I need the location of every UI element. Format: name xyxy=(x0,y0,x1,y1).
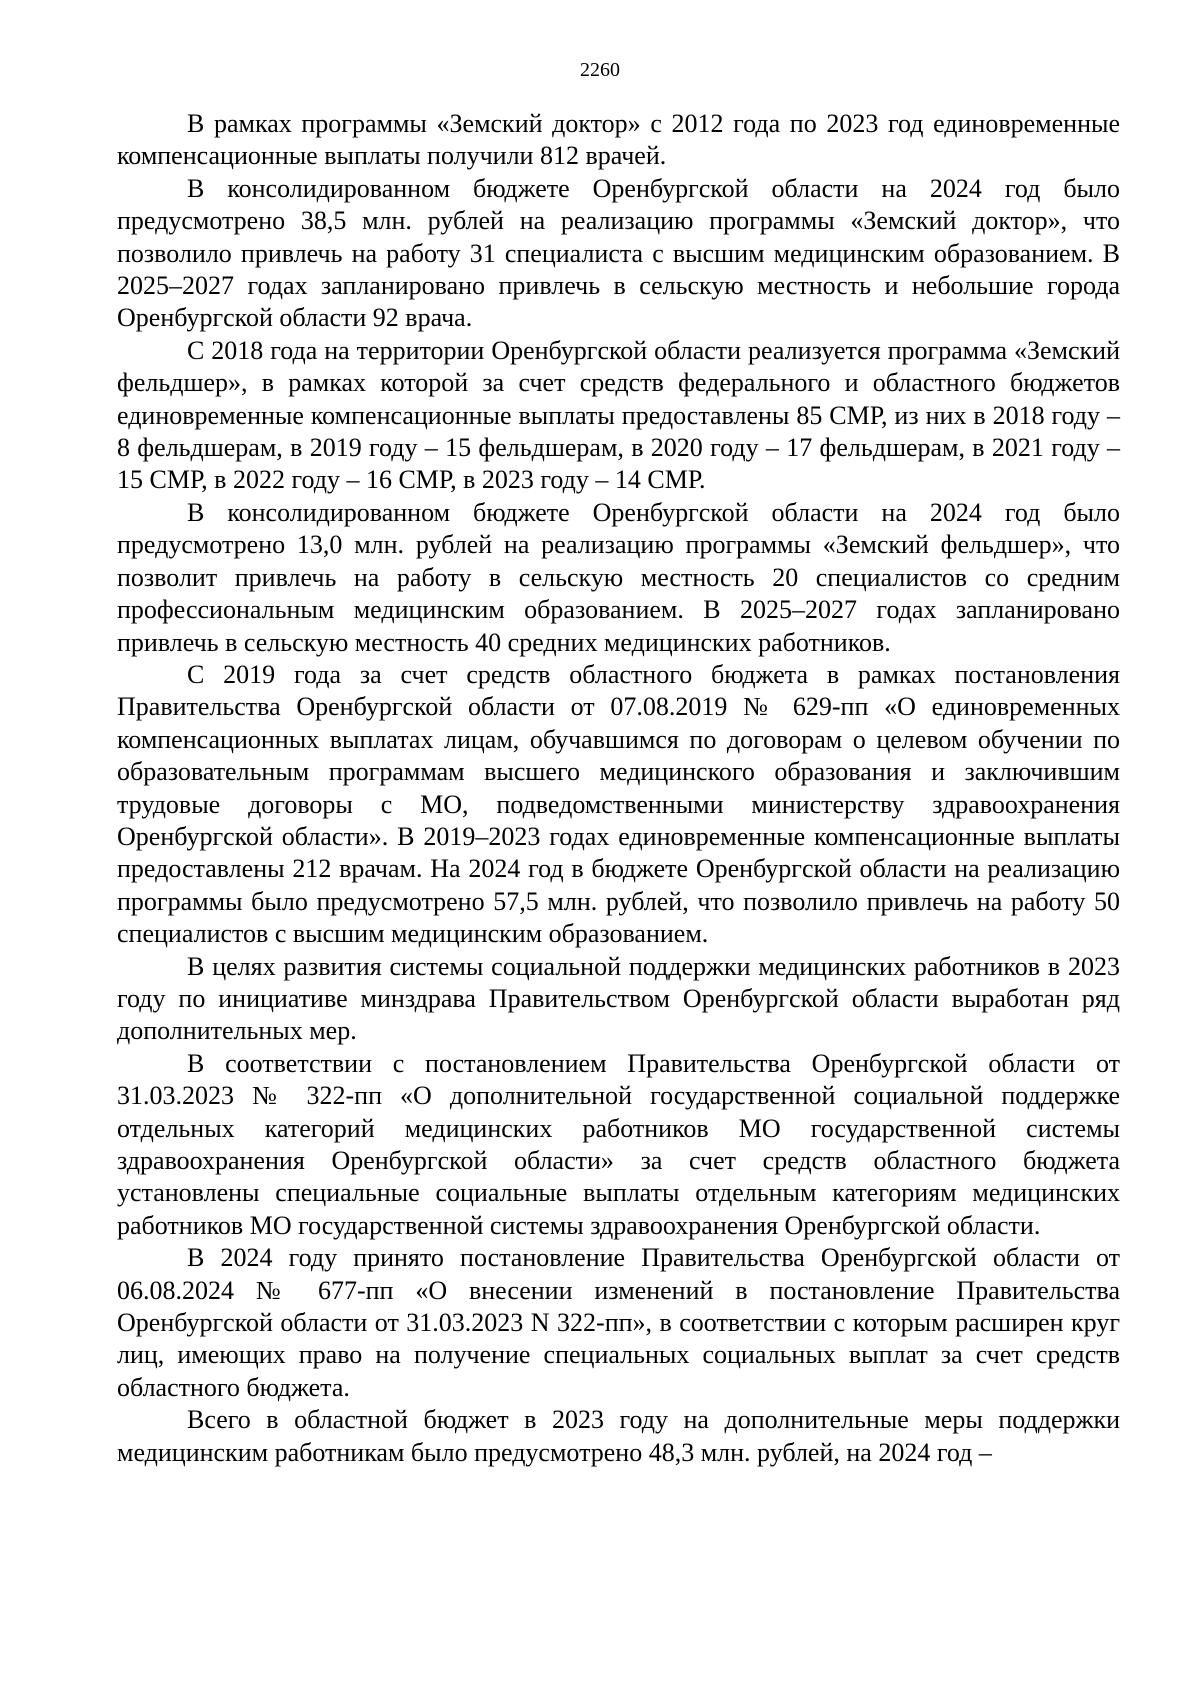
paragraph: С 2019 года за счет средств областного бюджета в рамках постановления Правительства Оренбургской области от 07.08.2019 № 629-пп «О единовременных компенсационных выплатах лицам, обучавшимся по договорам о целевом обучении по образовательным программам высшего медицинского образования и заключившим трудовые договоры с МО, подведомственными министерству здравоохранения Оренбургской области». В 2019–2023 годах единовременные компенсационные выплаты предоставлены 212 врачам. На 2024 год в бюджете Оренбургской области на реализацию программы было предусмотрено 57,5 млн. рублей, что позволило привлечь на работу 50 специалистов с высшим медицинским образованием. xyxy=(117,659,1120,949)
paragraph: В консолидированном бюджете Оренбургской области на 2024 год было предусмотрено 13,0 млн. рублей на реализацию программы «Земский фельдшер», что позволит привлечь на работу в сельскую местность 20 специалистов со средним профессиональным медицинским образованием. В 2025–2027 годах запланировано привлечь в сельскую местность 40 средних медицинских работников. xyxy=(117,497,1120,657)
paragraph: В рамках программы «Земский доктор» с 2012 года по 2023 год единовременные компенсационные выплаты получили 812 врачей. xyxy=(117,109,1120,171)
paragraph: В целях развития системы социальной поддержки медицинских работников в 2023 году по инициативе минздрава Правительством Оренбургской области выработан ряд дополнительных мер. xyxy=(117,951,1120,1046)
paragraph: В 2024 году принято постановление Правительства Оренбургской области от 06.08.2024 № 677-пп «О внесении изменений в постановление Правительства Оренбургской области от 31.03.2023 N 322-пп», в соответствии с которым расширен круг лиц, имеющих право на получение специальных социальных выплат за счет средств областного бюджета. xyxy=(117,1243,1120,1402)
paragraph: С 2018 года на территории Оренбургской области реализуется программа «Земский фельдшер», в рамках которой за счет средств федерального и областного бюджетов единовременные компенсационные выплаты предоставлены 85 СМР, из них в 2018 году – 8 фельдшерам, в 2019 году – 15 фельдшерам, в 2020 году – 17 фельдшерам, в 2021 году – 15 СМР, в 2022 году – 16 СМР, в 2023 году – 14 СМР. xyxy=(117,335,1120,495)
body-text xyxy=(117,108,1120,1469)
paragraph: В консолидированном бюджете Оренбургской области на 2024 год было предусмотрено 38,5 млн. рублей на реализацию программы «Земский доктор», что позволило привлечь на работу 31 специалиста с высшим медицинским образованием. В 2025–2027 годах запланировано привлечь в сельскую местность и небольшие города Оренбургской области 92 врача. xyxy=(117,173,1120,333)
paragraph: Всего в областной бюджет в 2023 году на дополнительные меры поддержки медицинским работникам было предусмотрено 48,3 млн. рублей, на 2024 год – xyxy=(117,1405,1120,1467)
paragraph: В соответствии с постановлением Правительства Оренбургской области от 31.03.2023 № 322-пп «О дополнительной государственной социальной поддержке отдельных категорий медицинских работников МО государственной системы здравоохранения Оренбургской области» за счет средств областного бюджета установлены специальные социальные выплаты отдельным категориям медицинских работников МО государственной системы здравоохранения Оренбургской области. xyxy=(117,1048,1120,1240)
page-number: 2260 xyxy=(580,59,620,81)
